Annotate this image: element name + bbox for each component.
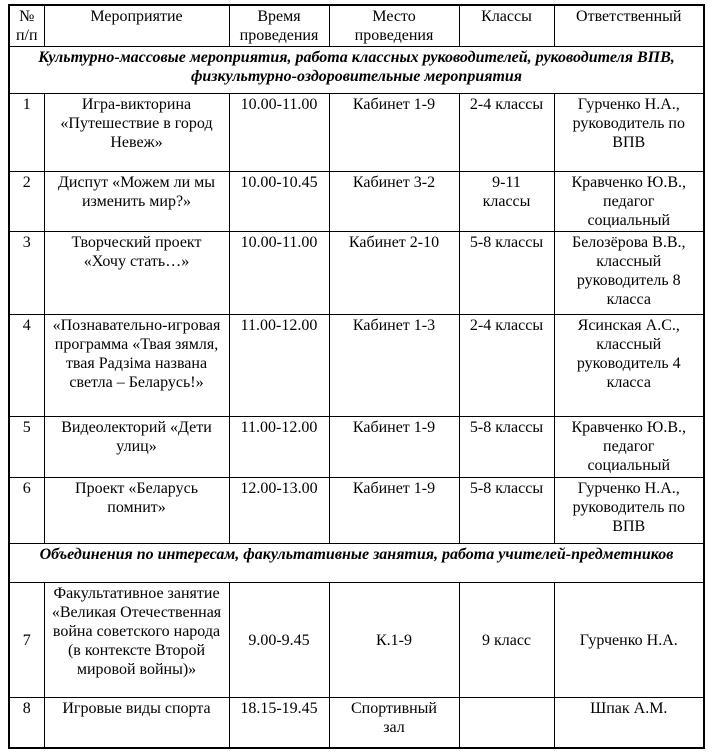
column-header-responsible: Ответственный — [554, 5, 704, 47]
cell-place: Кабинет 1-9 — [329, 478, 459, 544]
header-row — [9, 5, 704, 47]
cell-event: Игровые виды спорта — [44, 698, 229, 748]
cell-num: 8 — [9, 698, 44, 748]
column-header-num: № п/п — [9, 5, 44, 47]
cell-time: 18.15-19.45 — [229, 698, 329, 748]
cell-place: Кабинет 3-2 — [329, 172, 459, 232]
cell-event: Игра-викторина «Путешествие в город Невеж» — [44, 94, 229, 172]
section-title: Культурно-массовые мероприятия, работа классных руководителей, руководителя ВПВ, физкультурно-оздоровительные мероприятия — [9, 47, 704, 94]
table-row — [9, 315, 704, 417]
cell-time: 10.00-11.00 — [229, 94, 329, 172]
cell-classes: 5-8 классы — [459, 232, 554, 315]
cell-time: 9.00-9.45 — [229, 583, 329, 698]
column-header-time: Время проведения — [229, 5, 329, 47]
table-row — [9, 698, 704, 748]
cell-num: 5 — [9, 417, 44, 478]
cell-responsible: Ясинская А.С., классный руководитель 4 класса — [554, 315, 704, 417]
cell-event: Диспут «Можем ли мы изменить мир?» — [44, 172, 229, 232]
cell-place: Кабинет 2-10 — [329, 232, 459, 315]
table-row — [9, 232, 704, 315]
cell-classes: 5-8 классы — [459, 478, 554, 544]
cell-responsible: Гурченко Н.А. — [554, 583, 704, 698]
table-row — [9, 94, 704, 172]
column-header-event: Мероприятие — [44, 5, 229, 47]
cell-event: «Познавательно-игровая программа «Твая зямля, твая Радзіма названа светла – Беларусь!» — [44, 315, 229, 417]
cell-responsible: Шпак А.М. — [554, 698, 704, 748]
column-header-place: Место проведения — [329, 5, 459, 47]
section-title: Объединения по интересам, факультативные занятия, работа учителей-предметников — [9, 544, 704, 583]
cell-event: Видеолекторий «Дети улиц» — [44, 417, 229, 478]
table-row — [9, 417, 704, 478]
cell-responsible: Кравченко Ю.В., педагог социальный — [554, 417, 704, 478]
cell-time: 11.00-12.00 — [229, 417, 329, 478]
cell-num: 3 — [9, 232, 44, 315]
cell-num: 6 — [9, 478, 44, 544]
cell-time: 10.00-10.45 — [229, 172, 329, 232]
cell-classes: 9 класс — [459, 583, 554, 698]
table-row — [9, 172, 704, 232]
cell-num: 2 — [9, 172, 44, 232]
section-row-cultural — [9, 47, 704, 94]
cell-place: Спортивный зал — [329, 698, 459, 748]
cell-responsible: Белозёрова В.В., классный руководитель 8 класса — [554, 232, 704, 315]
cell-num: 4 — [9, 315, 44, 417]
cell-place: Кабинет 1-9 — [329, 417, 459, 478]
cell-num: 7 — [9, 583, 44, 698]
event-schedule-table — [8, 4, 705, 749]
cell-event: Творческий проект «Хочу стать…» — [44, 232, 229, 315]
cell-time: 10.00-11.00 — [229, 232, 329, 315]
cell-time: 12.00-13.00 — [229, 478, 329, 544]
cell-time: 11.00-12.00 — [229, 315, 329, 417]
cell-place: Кабинет 1-3 — [329, 315, 459, 417]
cell-responsible: Гурченко Н.А., руководитель по ВПВ — [554, 478, 704, 544]
cell-event: Проект «Беларусь помнит» — [44, 478, 229, 544]
table-row — [9, 478, 704, 544]
cell-place: Кабинет 1-9 — [329, 94, 459, 172]
cell-classes: 9-11 классы — [459, 172, 554, 232]
cell-classes — [459, 698, 554, 748]
cell-place: К.1-9 — [329, 583, 459, 698]
table-row — [9, 583, 704, 698]
column-header-classes: Классы — [459, 5, 554, 47]
cell-classes: 2-4 классы — [459, 315, 554, 417]
cell-event: Факультативное занятие «Великая Отечественная война советского народа (в контексте Второй мировой войны)» — [44, 583, 229, 698]
cell-num: 1 — [9, 94, 44, 172]
cell-responsible: Гурченко Н.А., руководитель по ВПВ — [554, 94, 704, 172]
cell-classes: 2-4 классы — [459, 94, 554, 172]
cell-responsible: Кравченко Ю.В., педагог социальный — [554, 172, 704, 232]
cell-classes: 5-8 классы — [459, 417, 554, 478]
section-row-clubs — [9, 544, 704, 583]
